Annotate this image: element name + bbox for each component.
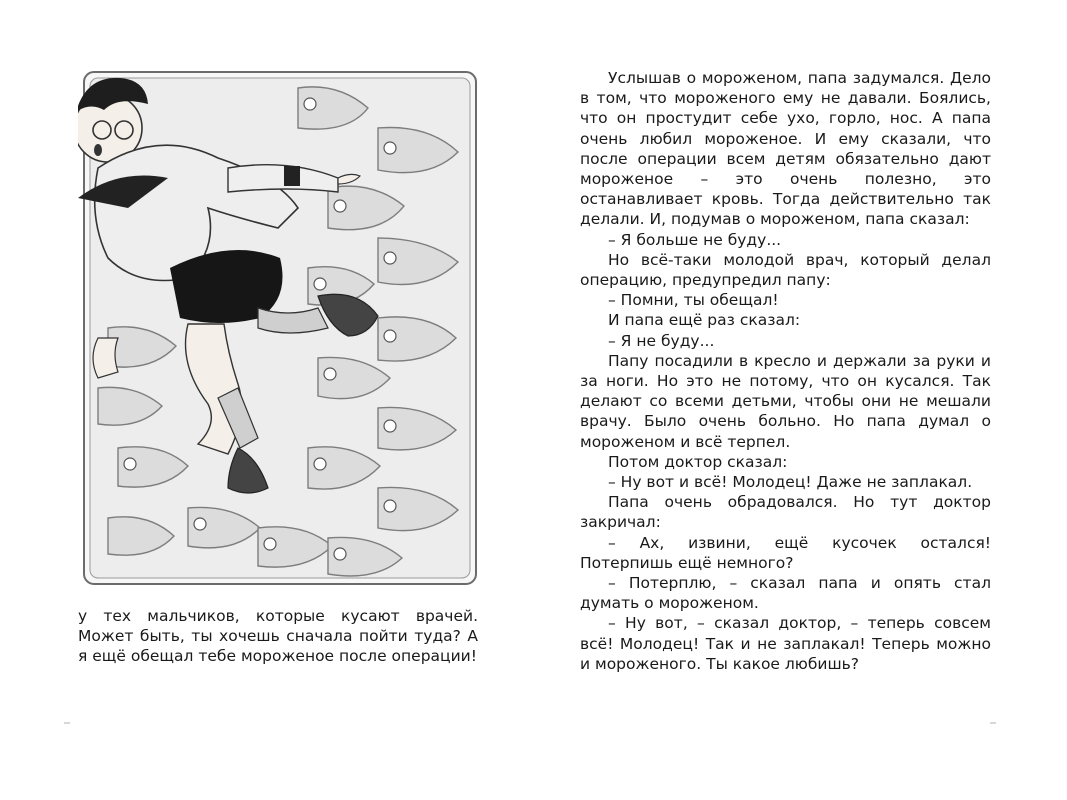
right-paragraph: – Потерплю, – сказал папа и опять стал думать о мороженом. [580, 574, 991, 613]
right-paragraph: Услышав о мороженом, папа задумался. Дело в том, что мороженого ему не давали. Боялись, что он простудит себе ухо, горло, нос. А папа очень любил мороженое. И ему сказали, что после операции всем детям обязательно дают мороженое – это очень полезно, это останавливает кровь. Тогда действительно так делали. И, подумав о мороженом, папа сказал: [580, 69, 991, 229]
right-paragraph: – Ах, извини, ещё кусочек остался! Потерпишь ещё немного? [580, 533, 991, 572]
right-page-text [580, 68, 991, 674]
illustration [78, 68, 480, 588]
left-page-text [78, 606, 478, 666]
page-mark-right [990, 722, 996, 724]
right-paragraph: – Помни, ты обещал! [608, 291, 779, 310]
page-mark-left [64, 722, 70, 724]
right-paragraph: Но всё-таки молодой врач, который делал операцию, предупредил папу: [580, 250, 991, 290]
right-paragraph: – Ну вот и всё! Молодец! Даже не заплакал. [608, 473, 973, 492]
right-paragraph: – Я не буду... [608, 331, 715, 350]
right-paragraph: – Ну вот, – сказал доктор, – теперь совсем всё! Молодец! Так и не заплакал! Теперь можно и мороженого. Ты какое любишь? [580, 614, 991, 673]
boy-running-illustration-icon [78, 68, 480, 588]
right-paragraph: – Я больше не буду... [608, 230, 782, 249]
right-paragraph: Папу посадили в кресло и держали за руки и за ноги. Но это не потому, что он кусался. Так делают со всеми детьми, чтобы они не мешали врачу. Было очень больно. Но папа думал о мороженом и всё терпел. [580, 351, 991, 451]
right-paragraph: Папа очень обрадовался. Но тут доктор закричал: [580, 493, 991, 532]
right-paragraph: Потом доктор сказал: [608, 452, 788, 471]
left-paragraph: у тех мальчиков, которые кусают врачей. Может быть, ты хочешь сначала пойти туда? А я ещё обещал тебе мороженое после операции! [78, 607, 478, 665]
right-paragraph: И папа ещё раз сказал: [608, 311, 801, 330]
